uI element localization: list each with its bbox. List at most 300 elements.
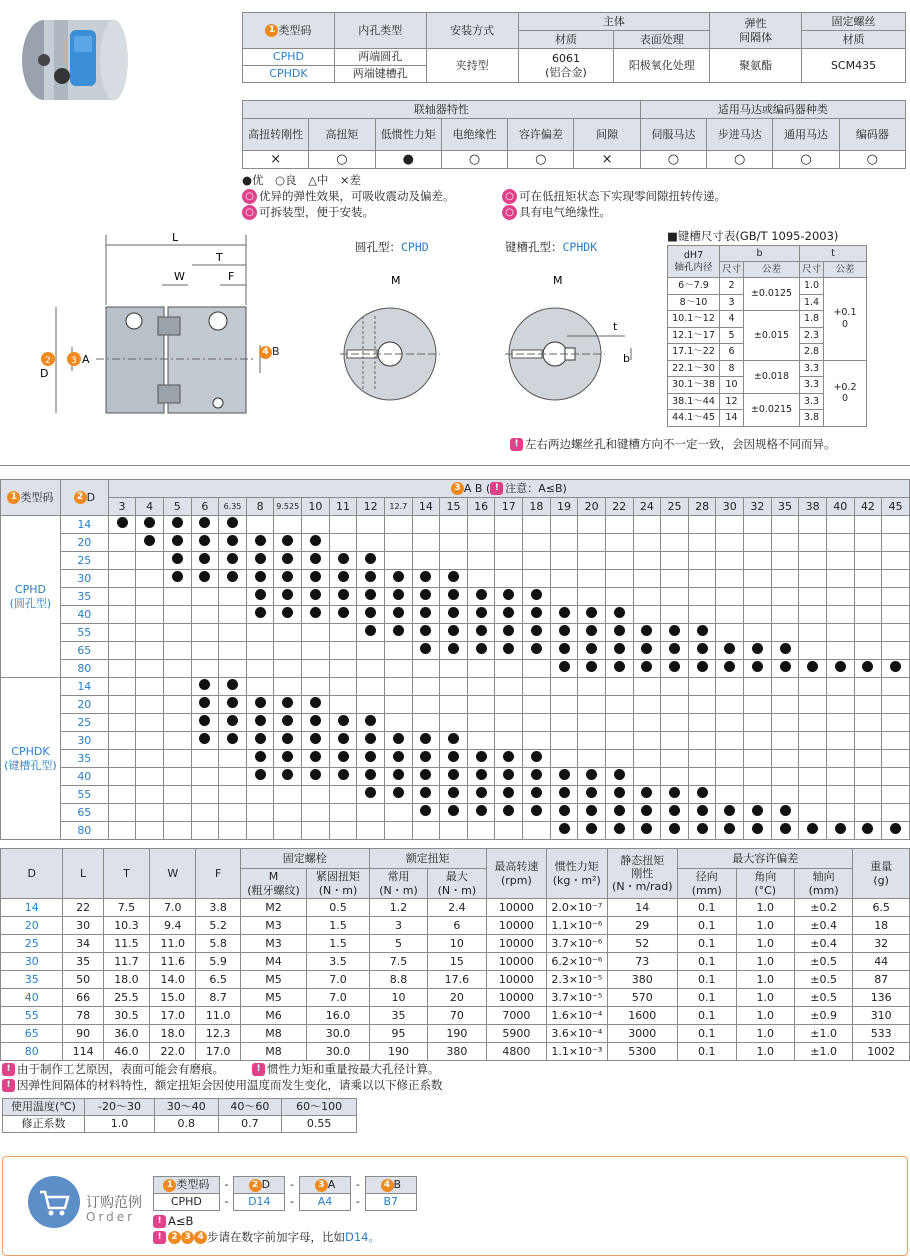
available-dot (835, 661, 846, 672)
availability-cell (246, 696, 274, 714)
selection-row (1, 678, 910, 696)
availability-cell (523, 534, 551, 552)
availability-cell (605, 588, 633, 606)
availability-cell (357, 804, 385, 822)
bore-size: 38 (799, 498, 827, 516)
availability-cell (163, 642, 191, 660)
spec-cell: 14 (1, 899, 63, 917)
availability-cell (882, 624, 910, 642)
feature-mark: ○ (707, 151, 773, 169)
availability-cell (357, 768, 385, 786)
availability-cell (716, 768, 744, 786)
availability-cell (633, 606, 661, 624)
availability-cell (467, 534, 495, 552)
availability-cell (578, 822, 606, 840)
availability-cell (633, 552, 661, 570)
availability-cell (854, 552, 882, 570)
availability-cell (357, 786, 385, 804)
availability-cell (882, 588, 910, 606)
availability-cell (716, 696, 744, 714)
selection-row (1, 660, 910, 678)
availability-cell (495, 552, 523, 570)
availability-cell (882, 732, 910, 750)
availability-cell (882, 642, 910, 660)
availability-cell (329, 750, 357, 768)
availability-cell (523, 750, 551, 768)
availability-cell (799, 516, 827, 534)
spec-cell: M2 (240, 899, 307, 917)
availability-cell (799, 660, 827, 678)
selection-row (1, 516, 910, 534)
spec-cell: 1002 (853, 1043, 910, 1061)
availability-cell (578, 570, 606, 588)
availability-cell (550, 696, 578, 714)
available-dot (172, 571, 183, 582)
availability-cell (661, 588, 689, 606)
availability-cell (440, 732, 468, 750)
availability-cell (136, 660, 164, 678)
available-dot (255, 571, 266, 582)
spec-cell: 5.2 (196, 917, 240, 935)
availability-cell (882, 714, 910, 732)
availability-cell (163, 678, 191, 696)
availability-cell (384, 822, 412, 840)
availability-cell (163, 552, 191, 570)
section-divider (0, 465, 910, 466)
availability-cell (329, 786, 357, 804)
availability-cell (882, 552, 910, 570)
availability-cell (716, 588, 744, 606)
bore-size: 12.7 (384, 498, 412, 516)
spec-cell: 87 (853, 971, 910, 989)
availability-cell (826, 642, 854, 660)
availability-cell (688, 570, 716, 588)
available-dot (310, 589, 321, 600)
spec-cell: 2.3×10⁻⁵ (547, 971, 607, 989)
availability-cell (633, 768, 661, 786)
available-dot (310, 535, 321, 546)
available-dot (448, 733, 459, 744)
spec-cell: ±1.0 (794, 1025, 852, 1043)
availability-cell (357, 588, 385, 606)
available-dot (282, 589, 293, 600)
availability-cell (136, 732, 164, 750)
availability-cell (467, 660, 495, 678)
availability-cell (661, 606, 689, 624)
availability-cell (384, 660, 412, 678)
available-dot (338, 553, 349, 564)
availability-cell (826, 552, 854, 570)
available-dot (807, 823, 818, 834)
availability-cell (108, 624, 136, 642)
availability-cell (108, 516, 136, 534)
spec-note-1: ! 由于制作工艺原因，表面可能会有磨痕。 (2, 1062, 224, 1077)
availability-cell (688, 588, 716, 606)
availability-cell (771, 552, 799, 570)
d-size: 65 (60, 642, 108, 660)
available-dot (559, 607, 570, 618)
availability-cell (523, 768, 551, 786)
d-size: 55 (60, 624, 108, 642)
availability-cell (274, 552, 302, 570)
bore-size: 9.525 (274, 498, 302, 516)
feature-head: 容许偏差 (508, 119, 574, 151)
selection-row (1, 696, 910, 714)
label-L: L (172, 231, 179, 244)
available-dot (420, 571, 431, 582)
spec-cell: 190 (428, 1025, 486, 1043)
available-dot (669, 823, 680, 834)
availability-cell (136, 606, 164, 624)
available-dot (393, 589, 404, 600)
spec-cell: 1.0 (736, 917, 794, 935)
spec-row (1, 1043, 910, 1061)
available-dot (724, 805, 735, 816)
available-dot (365, 751, 376, 762)
selection-row (1, 750, 910, 768)
availability-cell (440, 768, 468, 786)
available-dot (531, 805, 542, 816)
availability-cell (302, 750, 330, 768)
keyway-t: 3.3 (800, 360, 824, 377)
spec-cell: 7.0 (307, 989, 369, 1007)
available-dot (255, 733, 266, 744)
available-dot (586, 787, 597, 798)
availability-cell (246, 732, 274, 750)
availability-cell (108, 786, 136, 804)
available-dot (476, 787, 487, 798)
available-dot (282, 571, 293, 582)
availability-cell (716, 732, 744, 750)
availability-cell (578, 606, 606, 624)
availability-cell (661, 750, 689, 768)
availability-cell (744, 588, 772, 606)
available-dot (365, 571, 376, 582)
available-dot (420, 607, 431, 618)
availability-cell (246, 642, 274, 660)
availability-cell (274, 696, 302, 714)
availability-cell (219, 732, 247, 750)
availability-cell (136, 516, 164, 534)
available-dot (697, 643, 708, 654)
availability-cell (136, 588, 164, 606)
availability-cell (246, 588, 274, 606)
availability-cell (550, 570, 578, 588)
availability-cell (467, 606, 495, 624)
keyway-b: 2 (720, 278, 744, 295)
availability-cell (246, 624, 274, 642)
availability-cell (136, 786, 164, 804)
availability-cell (467, 786, 495, 804)
spec-cell: 1.0 (736, 1043, 794, 1061)
availability-cell (136, 624, 164, 642)
keyway-range: 44.1～45 (668, 410, 720, 427)
svg-text:3: 3 (71, 356, 77, 366)
selection-table: 1 类型码 2 D 3 A B ( ! 注意：A≤B) 3 4 5 6 6.35 8 9.525 10 11 12 12.7 14 15 16 17 18 19 20 22 24 25 28 30 32 35 38 40 42 45 CPHD (圆孔型) 14 20 25 30 35 40 55 65 80 CPHDK (键槽孔型) 14 20 25 30 35 40 55 65 80 (0, 479, 910, 840)
availability-cell (882, 822, 910, 840)
feature-note-1: ○ 优异的弹性效果，可吸收震动及偏差。 (242, 189, 455, 204)
available-dot (697, 625, 708, 636)
available-dot (669, 787, 680, 798)
spec-cell: ±0.5 (794, 953, 852, 971)
available-dot (227, 733, 238, 744)
available-dot (338, 607, 349, 618)
availability-cell (661, 714, 689, 732)
availability-cell (854, 624, 882, 642)
spec-cell: 0.1 (678, 917, 736, 935)
availability-cell (550, 750, 578, 768)
availability-cell (329, 768, 357, 786)
available-dot (448, 625, 459, 636)
spec-cell: 1.5 (307, 917, 369, 935)
spec-cell: 32 (853, 935, 910, 953)
bore-size: 5 (163, 498, 191, 516)
availability-cell (688, 750, 716, 768)
label-T: T (216, 251, 223, 264)
availability-cell (495, 588, 523, 606)
availability-cell (329, 570, 357, 588)
availability-cell (771, 516, 799, 534)
availability-cell (633, 732, 661, 750)
availability-cell (771, 606, 799, 624)
availability-cell (688, 606, 716, 624)
availability-cell (826, 624, 854, 642)
spec-cell: 30.5 (103, 1007, 149, 1025)
availability-cell (219, 804, 247, 822)
available-dot (531, 625, 542, 636)
availability-cell (163, 804, 191, 822)
availability-cell (246, 768, 274, 786)
availability-cell (688, 642, 716, 660)
availability-cell (302, 588, 330, 606)
d-size: 40 (60, 768, 108, 786)
availability-cell (578, 714, 606, 732)
availability-cell (495, 822, 523, 840)
available-dot (559, 769, 570, 780)
availability-cell (661, 804, 689, 822)
availability-cell (744, 750, 772, 768)
availability-cell (688, 516, 716, 534)
availability-cell (688, 552, 716, 570)
availability-cell (467, 804, 495, 822)
selection-row (1, 534, 910, 552)
availability-cell (219, 660, 247, 678)
availability-cell (302, 660, 330, 678)
available-dot (365, 715, 376, 726)
availability-cell (578, 516, 606, 534)
spec-cell: 8.8 (369, 971, 427, 989)
spec-cell: 3 (369, 917, 427, 935)
spec-cell: 0.1 (678, 1007, 736, 1025)
available-dot (614, 643, 625, 654)
availability-cell (854, 768, 882, 786)
available-dot (365, 769, 376, 780)
availability-cell (329, 588, 357, 606)
available-dot (476, 805, 487, 816)
spec-cell: 0.1 (678, 1025, 736, 1043)
availability-cell (523, 732, 551, 750)
spec-cell: 1.0 (736, 971, 794, 989)
available-dot (697, 805, 708, 816)
availability-cell (771, 804, 799, 822)
availability-cell (605, 714, 633, 732)
spec-cell: 380 (607, 971, 678, 989)
availability-cell (550, 624, 578, 642)
spec-cell: 90 (63, 1025, 103, 1043)
available-dot (531, 607, 542, 618)
spec-cell: 570 (607, 989, 678, 1007)
availability-cell (523, 804, 551, 822)
spec-cell: M4 (240, 953, 307, 971)
label-M-round: M (391, 274, 401, 287)
availability-cell (440, 714, 468, 732)
d-size: 20 (60, 696, 108, 714)
availability-cell (357, 570, 385, 588)
availability-cell (799, 714, 827, 732)
availability-cell (163, 822, 191, 840)
availability-cell (688, 534, 716, 552)
available-dot (310, 697, 321, 708)
availability-cell (412, 768, 440, 786)
availability-cell (826, 768, 854, 786)
availability-cell (799, 624, 827, 642)
availability-cell (412, 570, 440, 588)
spec-row (1, 1025, 910, 1043)
availability-cell (274, 606, 302, 624)
order-note-2: ! 2 3 4 步请在数字前加字母，比如D14。 (153, 1230, 380, 1245)
availability-cell (246, 750, 274, 768)
label-F: F (228, 270, 235, 283)
spec-cell: 1.0 (736, 935, 794, 953)
key-front-view (495, 270, 645, 430)
key-type-label: 键槽孔型：CPHDK (505, 240, 598, 254)
spec-cell: 9.4 (150, 917, 196, 935)
availability-cell (274, 570, 302, 588)
feature-head: 高扭矩 (309, 119, 375, 151)
feature-mark: ○ (839, 151, 905, 169)
availability-cell (219, 678, 247, 696)
available-dot (420, 643, 431, 654)
available-dot (586, 643, 597, 654)
availability-cell (605, 552, 633, 570)
spec-cell: 0.1 (678, 935, 736, 953)
availability-cell (467, 750, 495, 768)
available-dot (199, 535, 210, 546)
available-dot (255, 715, 266, 726)
availability-cell (744, 786, 772, 804)
availability-cell (384, 696, 412, 714)
spec-cell: ±0.4 (794, 917, 852, 935)
availability-cell (136, 570, 164, 588)
availability-cell (329, 534, 357, 552)
available-dot (559, 787, 570, 798)
availability-cell (136, 534, 164, 552)
available-dot (448, 571, 459, 582)
availability-cell (550, 786, 578, 804)
availability-cell (108, 678, 136, 696)
availability-cell (799, 804, 827, 822)
spec-cell: ±0.5 (794, 971, 852, 989)
spec-cell: 3.7×10⁻⁵ (547, 989, 607, 1007)
availability-cell (578, 768, 606, 786)
availability-cell (661, 768, 689, 786)
available-dot (614, 661, 625, 672)
availability-cell (661, 822, 689, 840)
availability-cell (412, 606, 440, 624)
availability-cell (384, 570, 412, 588)
available-dot (255, 535, 266, 546)
availability-cell (357, 642, 385, 660)
available-dot (227, 535, 238, 546)
availability-cell (605, 678, 633, 696)
availability-cell (688, 732, 716, 750)
availability-cell (495, 660, 523, 678)
d-size: 65 (60, 804, 108, 822)
availability-cell (854, 606, 882, 624)
availability-cell (688, 660, 716, 678)
availability-cell (523, 696, 551, 714)
availability-cell (440, 822, 468, 840)
feature-head: 低惯性力矩 (375, 119, 441, 151)
available-dot (697, 823, 708, 834)
availability-cell (605, 804, 633, 822)
available-dot (310, 607, 321, 618)
availability-cell (882, 534, 910, 552)
availability-cell (274, 642, 302, 660)
bore-size: 42 (854, 498, 882, 516)
available-dot (448, 589, 459, 600)
availability-cell (826, 516, 854, 534)
availability-cell (302, 768, 330, 786)
d-size: 40 (60, 606, 108, 624)
spec-cell: M6 (240, 1007, 307, 1025)
available-dot (365, 607, 376, 618)
availability-cell (826, 606, 854, 624)
spec-cell: M3 (240, 935, 307, 953)
availability-cell (412, 588, 440, 606)
spec-cell: 7.5 (103, 899, 149, 917)
spec-cell: 2.0×10⁻⁷ (547, 899, 607, 917)
availability-cell (440, 552, 468, 570)
availability-cell (136, 552, 164, 570)
availability-cell (771, 678, 799, 696)
available-dot (752, 823, 763, 834)
availability-cell (246, 804, 274, 822)
available-dot (310, 571, 321, 582)
selection-row (1, 552, 910, 570)
availability-cell (495, 804, 523, 822)
feature-head: 高扭转刚性 (243, 119, 309, 151)
availability-cell (495, 786, 523, 804)
availability-cell (744, 642, 772, 660)
available-dot (172, 553, 183, 564)
availability-cell (274, 804, 302, 822)
spec-cell: 66 (63, 989, 103, 1007)
availability-cell (716, 534, 744, 552)
available-dot (282, 697, 293, 708)
spec-cell: 7.0 (307, 971, 369, 989)
available-dot (420, 625, 431, 636)
spec-cell: 14.0 (150, 971, 196, 989)
availability-cell (523, 642, 551, 660)
availability-cell (357, 822, 385, 840)
availability-cell (163, 696, 191, 714)
spec-cell: 50 (63, 971, 103, 989)
spec-cell: 11.0 (196, 1007, 240, 1025)
availability-cell (744, 732, 772, 750)
availability-cell (716, 822, 744, 840)
availability-cell (578, 588, 606, 606)
